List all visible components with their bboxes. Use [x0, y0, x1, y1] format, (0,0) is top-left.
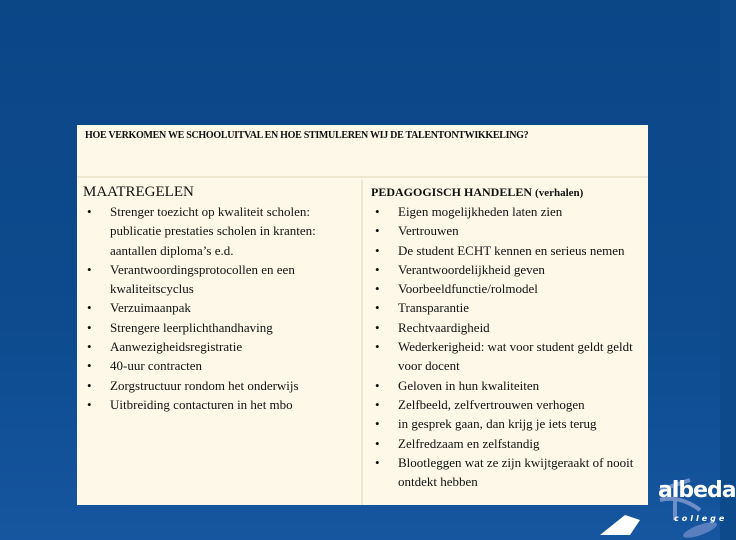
list-item: • Geloven in hun kwaliteiten: [371, 376, 642, 395]
list-item: • Wederkerigheid: wat voor student geldt geldt voor docent: [371, 337, 642, 376]
list-item: • Strengere leerplichthandhaving: [83, 318, 355, 337]
content-table: [77, 125, 648, 505]
list-item: • Verzuimaanpak: [83, 298, 355, 317]
logo-subtext: college: [674, 514, 728, 523]
measures-column: [77, 180, 363, 505]
list-item: • De student ECHT kennen en serieus nemen: [371, 241, 642, 260]
list-item: • Uitbreiding contacturen in het mbo: [83, 395, 355, 414]
list-item: • Rechtvaardigheid: [371, 318, 642, 337]
pedagogy-heading: [371, 183, 642, 202]
logo-text: albeda: [658, 478, 736, 503]
measures-heading: MAATREGELEN: [83, 184, 194, 200]
list-item: • Zelfredzaam en zelfstandig: [371, 434, 642, 453]
pedagogy-column: [365, 180, 648, 505]
list-item: • Eigen mogelijkheden laten zien: [371, 202, 642, 221]
list-item: • Transparantie: [371, 298, 642, 317]
list-item: • Verantwoordingsprotocollen en een kwaliteitscyclus: [83, 260, 355, 299]
list-item: • Aanwezigheidsregistratie: [83, 337, 355, 356]
list-item: • 40-uur contracten: [83, 356, 355, 375]
list-item: • Blootleggen wat ze zijn kwijtgeraakt of nooit ontdekt hebben: [371, 453, 642, 492]
list-item: • in gesprek gaan, dan krijg je iets terug: [371, 414, 642, 433]
list-item: • Vertrouwen: [371, 221, 642, 240]
list-item: • Voorbeeldfunctie/rolmodel: [371, 279, 642, 298]
list-item: • Verantwoordelijkheid geven: [371, 260, 642, 279]
list-item: • Strenger toezicht op kwaliteit scholen: publicatie prestaties scholen in kranten: aantallen diploma’s e.d.: [83, 202, 355, 260]
list-item: • Zorgstructuur rondom het onderwijs: [83, 376, 355, 395]
list-item: • Zelfbeeld, zelfvertrouwen verhogen: [371, 395, 642, 414]
pedagogy-heading-note: (verhalen): [535, 187, 584, 199]
table-title: HOE VERKOMEN WE SCHOOLUITVAL EN HOE STIMULEREN WIJ DE TALENTONTWIKKELING?: [77, 125, 648, 178]
pedagogy-heading-text: PEDAGOGISCH HANDELEN: [371, 185, 533, 199]
